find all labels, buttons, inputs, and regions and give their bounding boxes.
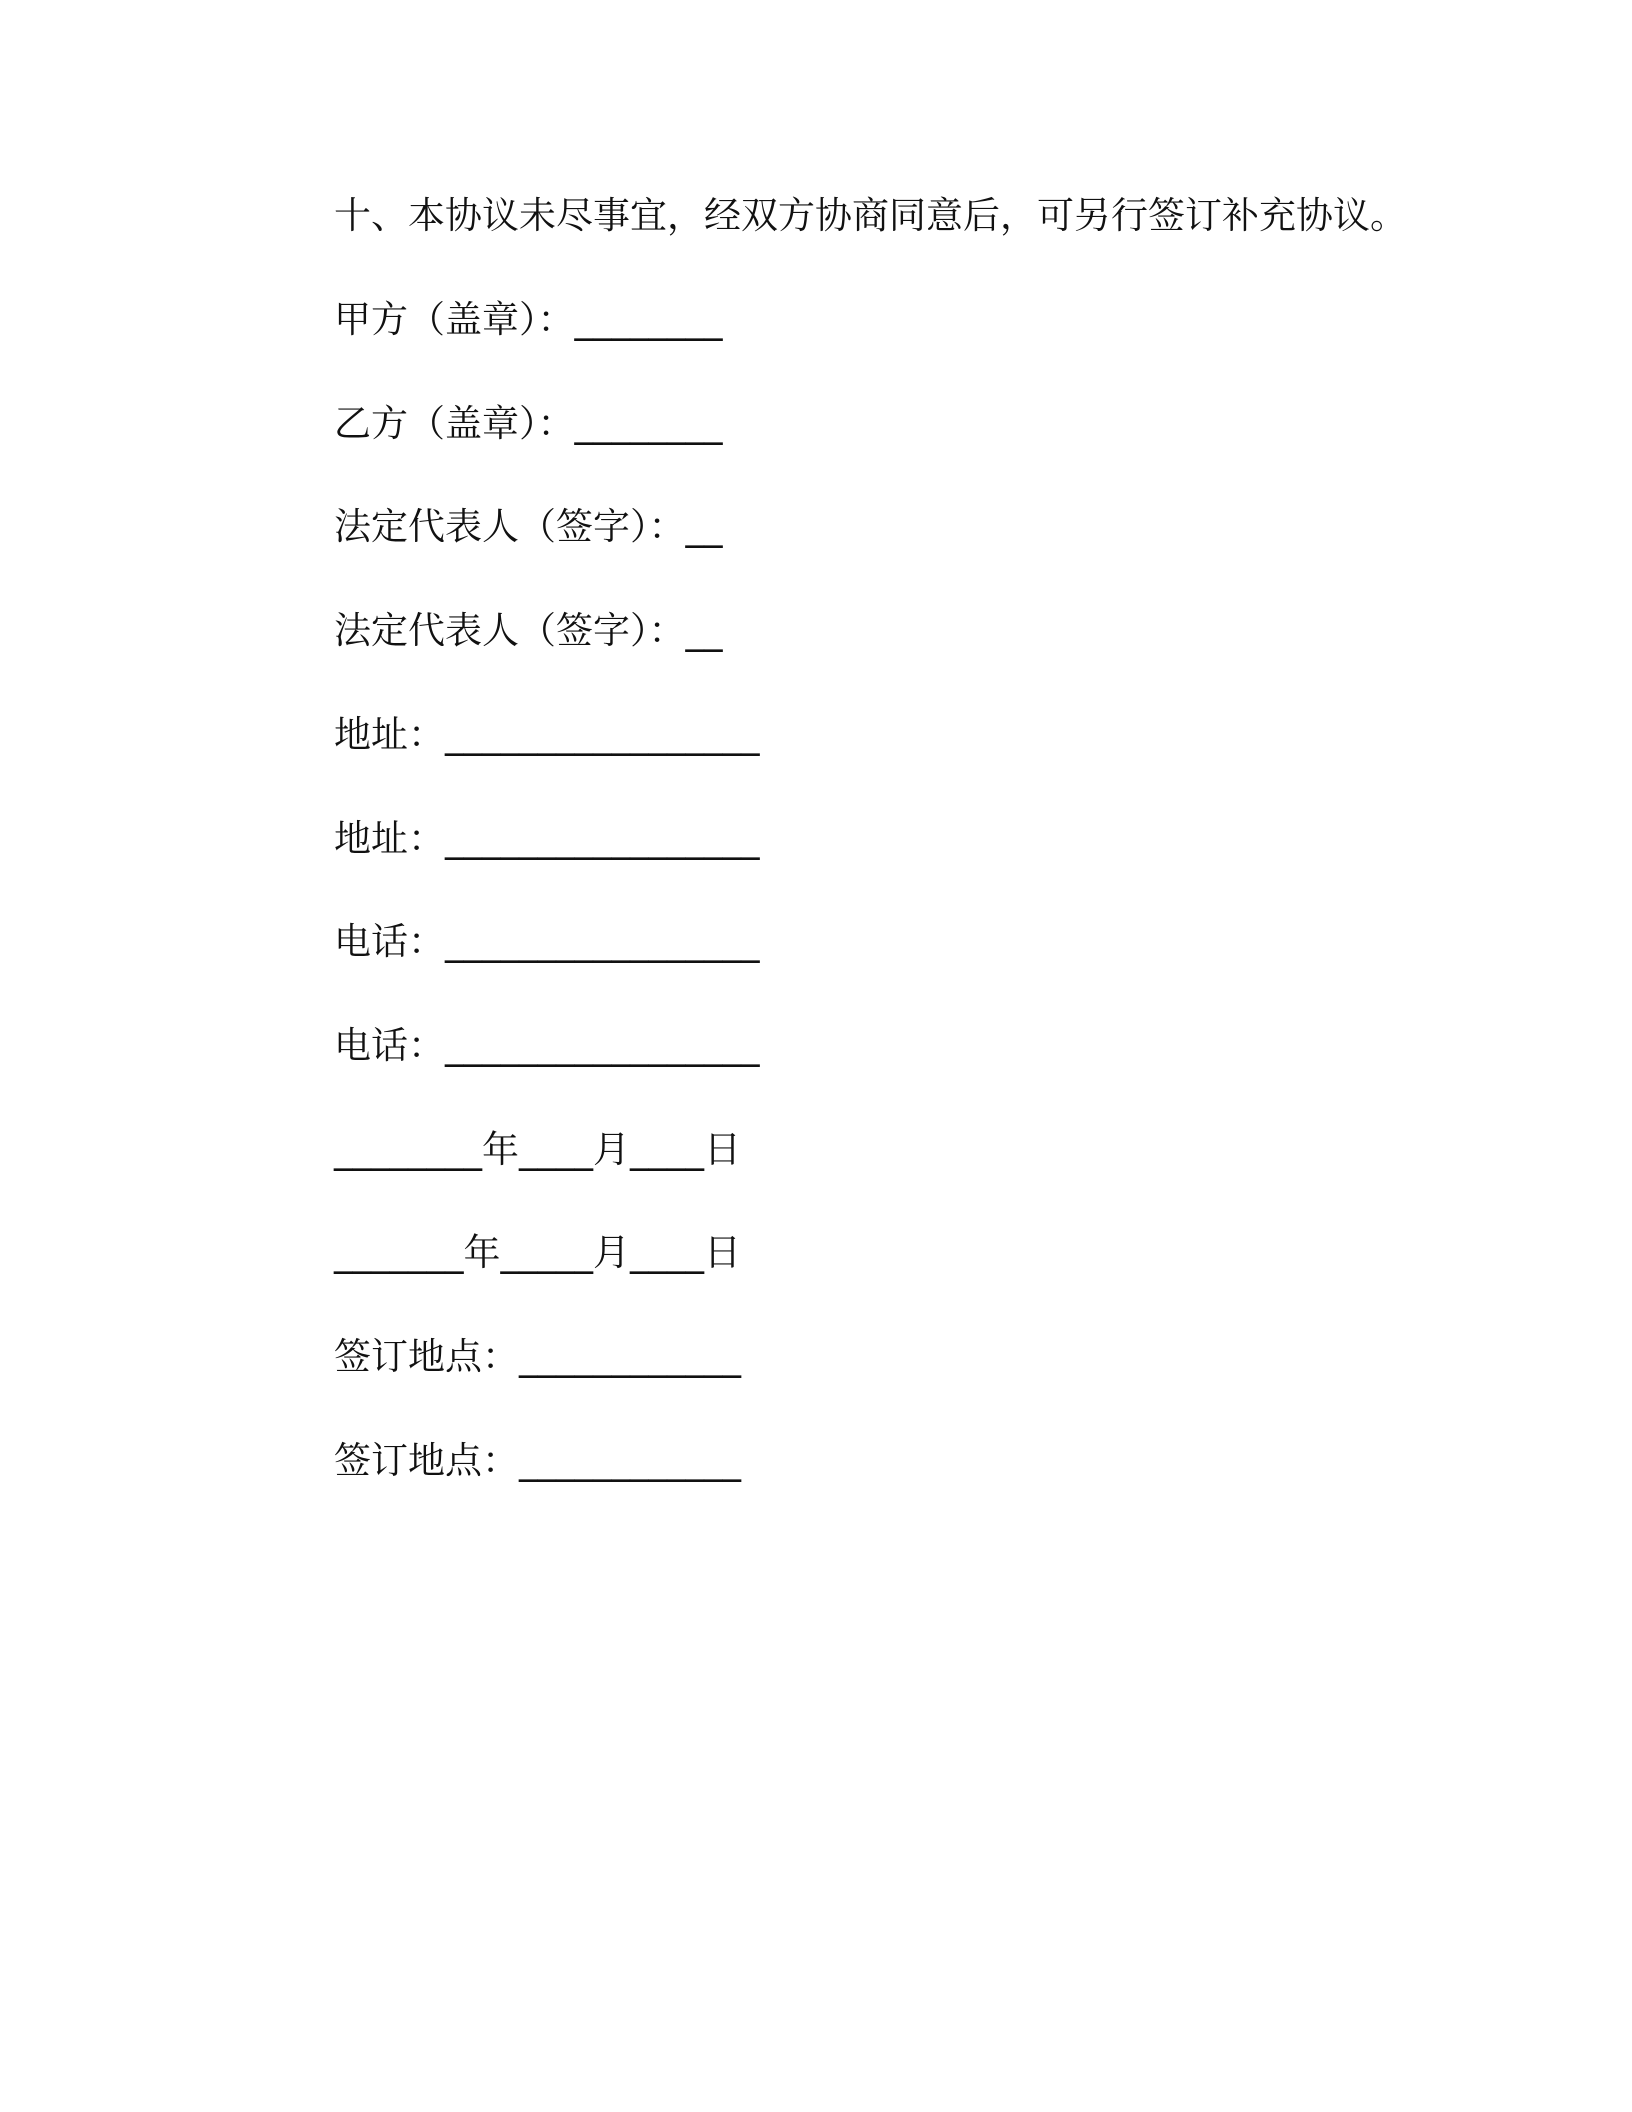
date-b-field: _______年_____月____日 — [334, 1231, 741, 1274]
clause-ten-text: 十、本协议未尽事宜，经双方协商同意后，可另行签订补充协议。 — [334, 194, 1407, 237]
legal-rep-a-signature: 法定代表人（签字）：__ — [334, 505, 723, 548]
signing-place-a-field: 签订地点：____________ — [334, 1335, 741, 1378]
address-b-field: 地址：_________________ — [334, 817, 760, 860]
address-a-field: 地址：_________________ — [334, 713, 760, 756]
phone-a-field: 电话：_________________ — [334, 920, 760, 963]
signing-place-b-field: 签订地点：____________ — [334, 1439, 741, 1482]
party-a-seal-field: 甲方（盖章）：________ — [334, 298, 723, 341]
legal-rep-b-signature: 法定代表人（签字）：__ — [334, 609, 723, 652]
date-a-field: ________年____月____日 — [334, 1128, 741, 1171]
party-b-seal-field: 乙方（盖章）：________ — [334, 402, 723, 445]
phone-b-field: 电话：_________________ — [334, 1024, 760, 1067]
